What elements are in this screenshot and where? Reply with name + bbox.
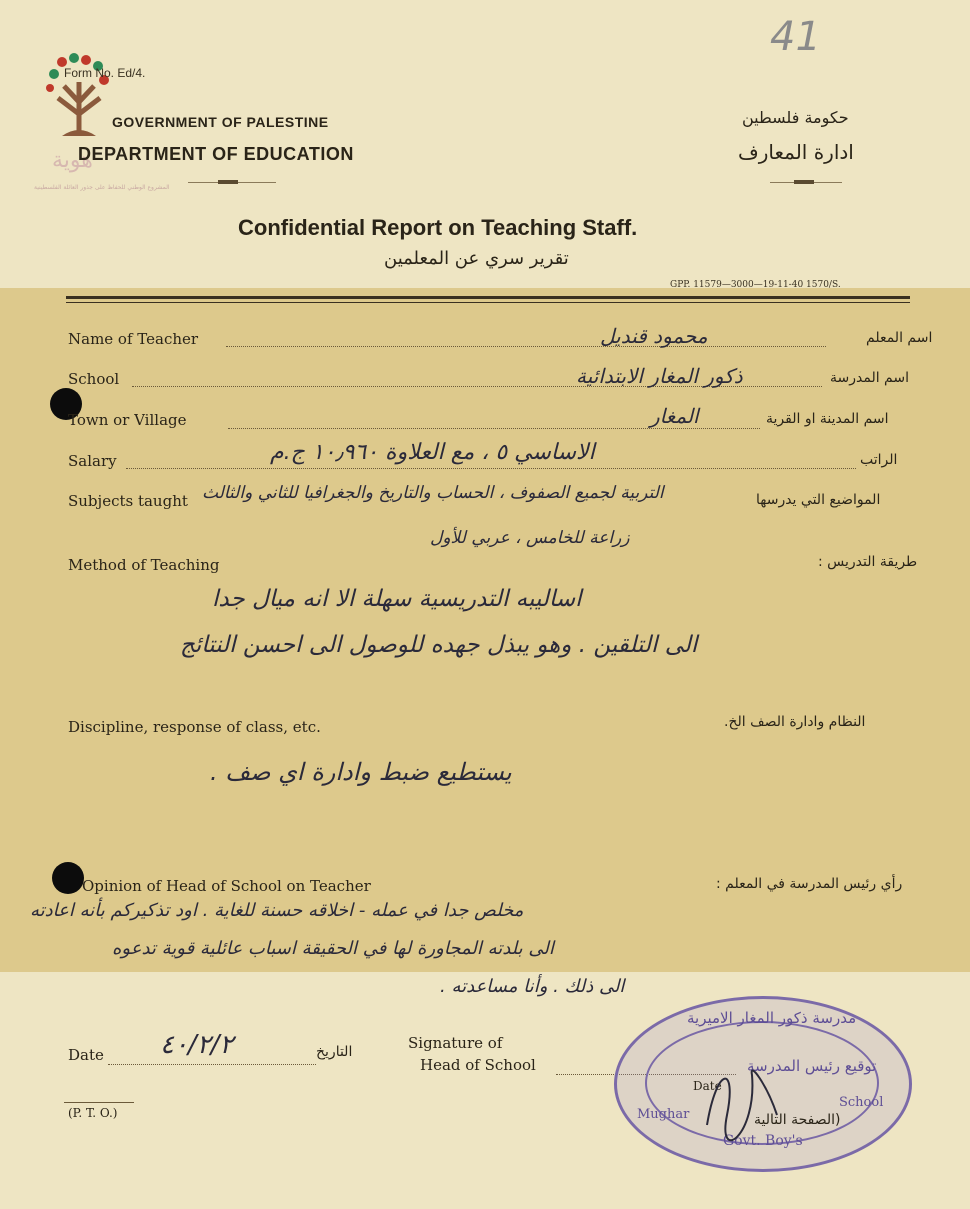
method-text-line1: اساليبه التدريسية سهلة الا انه ميال جدا	[212, 586, 582, 612]
opinion-label-ar: رأي رئيس المدرسة في المعلم :	[716, 876, 903, 892]
stamp-mughar: Mughar	[637, 1107, 690, 1122]
header-dash-left-mark	[218, 180, 238, 184]
title-rule-thick	[66, 296, 910, 299]
date-value: ٤٠/٢/٢	[160, 1030, 234, 1060]
method-label-en: Method of Teaching	[68, 556, 220, 574]
government-title-ar: حكومة فلسطين	[742, 108, 849, 127]
field-value-town: المغار	[650, 404, 699, 428]
school-stamp	[614, 996, 912, 1172]
department-title-ar: ادارة المعارف	[738, 140, 854, 164]
method-text-line2: الى التلقين . وهو يبذل جهده للوصول الى احسن النتائج	[180, 632, 698, 658]
discipline-label-en: Discipline, response of class, etc.	[68, 718, 321, 736]
field-label-subjects-ar: المواضيع التي يدرسها	[756, 492, 881, 508]
stamp-govt-boys: Govt. Boy's	[723, 1133, 803, 1149]
field-label-salary: Salary	[68, 452, 117, 470]
date-label-en: Date	[68, 1046, 104, 1064]
method-label-ar: طريقة التدريس :	[818, 554, 918, 570]
date-line	[108, 1064, 316, 1065]
signature-label-line2: Head of School	[420, 1056, 536, 1074]
field-line-town	[228, 428, 760, 429]
page-number: 41	[770, 14, 821, 60]
discipline-label-ar: النظام وادارة الصف الخ.	[724, 714, 866, 730]
field-label-town-ar: اسم المدينة او القرية	[766, 411, 889, 427]
print-reference: GPP. 11579—3000—19-11-40 1570/S.	[670, 280, 841, 290]
stamp-date-label: Date	[693, 1079, 722, 1093]
signature-label-line1: Signature of	[408, 1034, 503, 1052]
field-value-salary: الاساسي ٥ ، مع العلاوة ١٠٫٩٦٠ ج.م	[270, 440, 595, 465]
government-title-en: GOVERNMENT OF PALESTINE	[112, 114, 329, 130]
signature-scribble-icon	[697, 1055, 787, 1145]
field-label-salary-ar: الراتب	[860, 452, 898, 468]
aged-paper-band	[0, 288, 970, 972]
report-title-ar: تقرير سري عن المعلمين	[384, 248, 569, 269]
opinion-text-line1: مخلص جدا في عمله - اخلاقه حسنة للغاية . اود تذكيركم بأنه اعادته	[30, 900, 524, 921]
pto-rule	[64, 1102, 134, 1103]
logo-word: هوية	[52, 148, 93, 173]
department-title-en: DEPARTMENT OF EDUCATION	[78, 144, 354, 164]
title-rule-thin	[66, 302, 910, 303]
field-value-school: ذكور المغار الابتدائية	[576, 364, 743, 388]
field-value-subjects: التربية لجميع الصفوف ، الحساب والتاريخ والجغرافيا للثاني والثالث	[202, 483, 664, 503]
form-number: Form No. Ed/4.	[64, 66, 146, 80]
report-title-en: Confidential Report on Teaching Staff.	[238, 215, 638, 240]
opinion-text-line3: الى ذلك . وأنا مساعدته .	[440, 976, 625, 997]
stamp-arabic-mid: توقيع رئيس المدرسة	[747, 1057, 877, 1075]
date-label-ar: التاريخ	[316, 1044, 353, 1060]
opinion-label-en: Opinion of Head of School on Teacher	[82, 877, 371, 895]
opinion-text-line2: الى بلدته المجاورة لها في الحقيقة اسباب عائلية قوية تدعوه	[112, 938, 554, 959]
punch-hole-bottom	[52, 862, 84, 894]
field-label-subjects: Subjects taught	[68, 492, 188, 510]
pto-note: (P. T. O.)	[68, 1106, 118, 1120]
stamp-side-note: (الصفحة التالية	[754, 1112, 841, 1128]
field-label-name: Name of Teacher	[68, 330, 199, 348]
field-label-school-ar: اسم المدرسة	[830, 370, 909, 386]
field-value-subjects-cont: زراعة للخامس ، عربي للأول	[430, 528, 630, 548]
field-label-school: School	[68, 370, 120, 388]
field-label-town: Town or Village	[68, 411, 187, 429]
field-label-name-ar: اسم المعلم	[866, 330, 933, 346]
logo-tagline: المشروع الوطني للحفاظ على جذور العائلة الفلسطينية	[34, 184, 170, 191]
field-line-name	[226, 346, 826, 347]
discipline-text: يستطيع ضبط وادارة اي صف .	[210, 758, 512, 786]
field-value-name: محمود قنديل	[600, 324, 708, 348]
header-dash-right-mark	[794, 180, 814, 184]
stamp-arabic-top: مدرسة ذكور المغار الاميرية	[687, 1009, 857, 1027]
stamp-school: School	[839, 1095, 884, 1110]
field-line-salary	[126, 468, 856, 469]
